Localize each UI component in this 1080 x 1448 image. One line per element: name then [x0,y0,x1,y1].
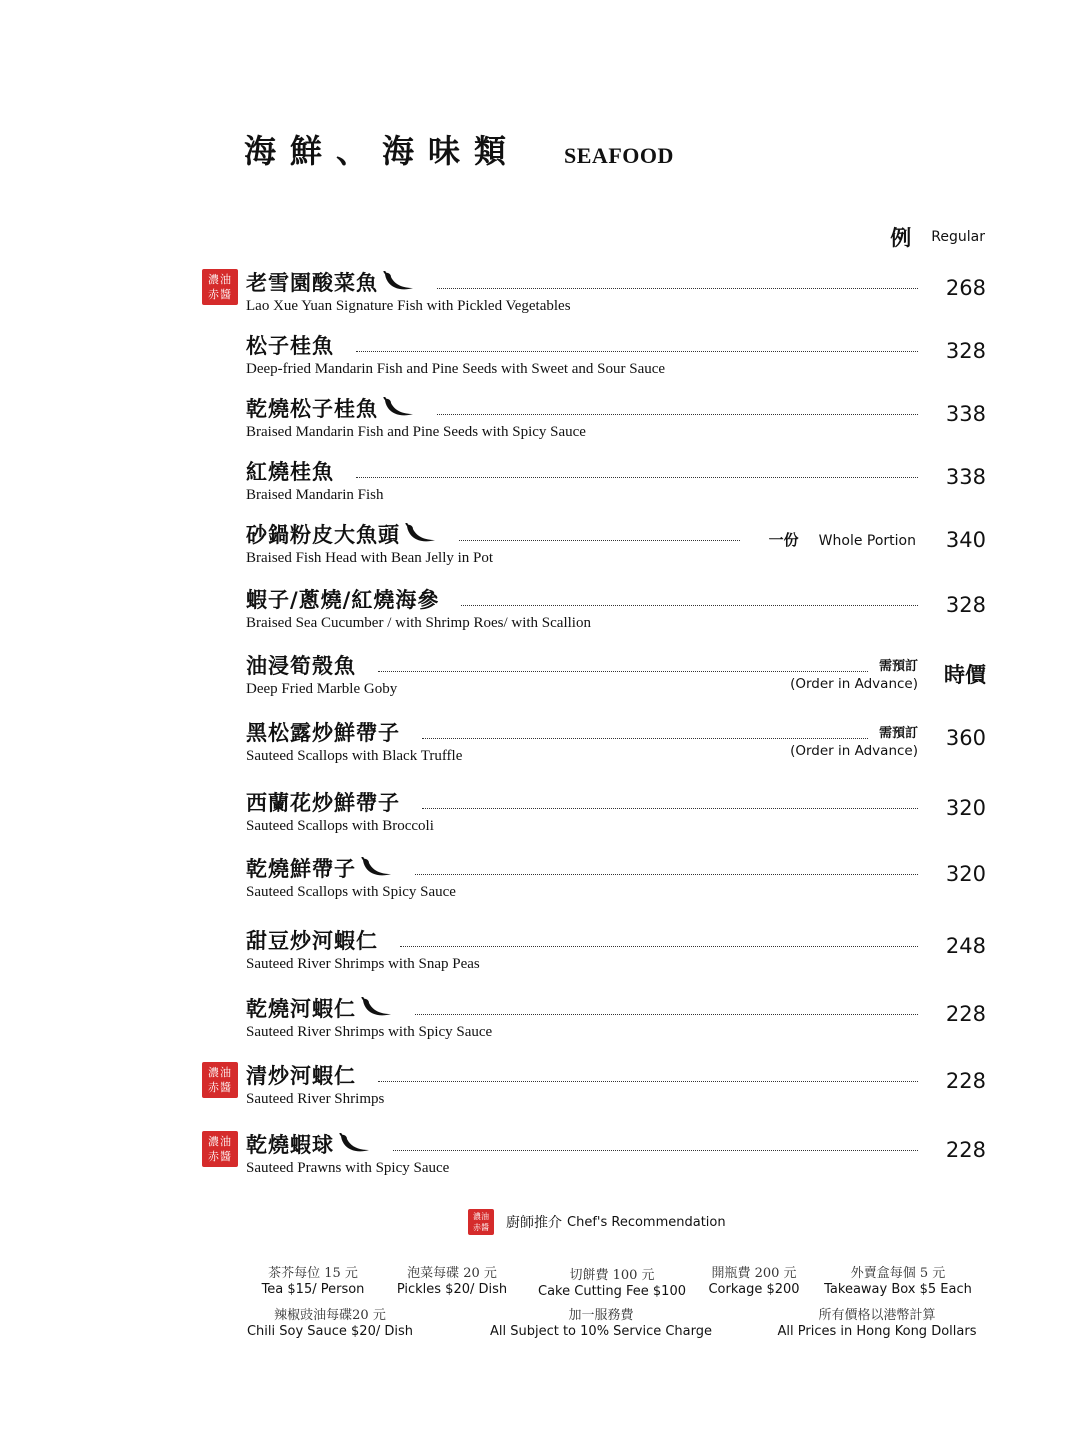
fee-takeaway-box [820,1262,976,1297]
chili-spicy-icon [361,857,393,881]
dish-name-english: Sauteed Scallops with Broccoli [246,818,434,834]
dish-name-chinese: 清炒河蝦仁 [246,1064,356,1088]
legend [468,1209,726,1235]
dot-leader [461,605,918,606]
dish-name-english: Sauteed River Shrimps [246,1091,385,1107]
portion-label-english: Whole Portion [818,533,916,549]
dish-name-english: Sauteed River Shrimps with Spicy Sauce [246,1024,493,1040]
dot-leader [459,540,740,541]
advance-order-note [790,655,918,692]
fee-label-chinese: 開瓶費 200 元 [711,1266,797,1281]
price-column-label-english: Regular [931,229,985,245]
dot-leader [400,946,918,947]
dish-price: 328 [945,339,986,363]
fee-label-english: Takeaway Box $5 Each [824,1282,972,1297]
dish-name-chinese: 紅燒桂魚 [246,460,334,484]
dish-name-chinese: 油浸筍殼魚 [246,654,356,678]
menu-item [208,1061,986,1117]
dish-name-english: Lao Xue Yuan Signature Fish with Pickled Vegetables [246,298,571,314]
dish-name-chinese: 乾燒鮮帶子 [246,857,356,881]
badge-text-line2: 赤醬 [208,288,232,301]
advance-order-note-english: (Order in Advance) [790,743,918,759]
badge-text-line1: 濃油 [208,273,232,286]
fee-tea [250,1262,376,1297]
chili-spicy-icon [383,271,415,295]
fee-chili-soy-sauce [238,1304,422,1339]
dish-price: 320 [945,796,986,820]
menu-item [246,718,986,774]
chef-recommendation-badge-icon [202,1131,238,1167]
menu-item [246,585,986,641]
chef-recommendation-badge-icon [202,1062,238,1098]
fee-label-chinese: 切餅費 100 元 [569,1268,655,1283]
fee-corkage [700,1262,808,1297]
dish-name-chinese: 老雪園酸菜魚 [246,271,378,295]
badge-text-line1: 濃油 [208,1066,232,1079]
legend-label-english: Chef's Recommendation [567,1214,726,1230]
fee-label-english: All Prices in Hong Kong Dollars [777,1324,977,1339]
price-column-label-chinese: 例 [890,226,912,250]
dot-leader [422,808,918,809]
portion-label [769,529,916,550]
dish-name-chinese: 松子桂魚 [246,334,334,358]
fee-label-english: Chili Soy Sauce $20/ Dish [246,1324,413,1339]
fee-label-chinese: 外賣盒每個 5 元 [850,1266,946,1281]
advance-order-note-english: (Order in Advance) [790,676,918,692]
fee-service-charge [482,1304,720,1339]
dish-price: 340 [945,528,986,552]
dish-price: 228 [945,1002,986,1026]
fee-pickles [390,1262,514,1297]
chili-spicy-icon [405,523,437,547]
dish-name-chinese: 乾燒河蝦仁 [246,997,356,1021]
menu-item [246,788,986,844]
fee-label-chinese: 所有價格以港幣計算 [818,1308,936,1323]
dot-leader [393,1150,918,1151]
chili-spicy-icon [361,997,393,1021]
dot-leader [356,351,918,352]
dish-name-chinese: 砂鍋粉皮大魚頭 [246,523,400,547]
dish-price: 時價 [944,663,986,687]
fee-label-english: Corkage $200 [708,1282,800,1297]
dish-name-english: Braised Mandarin Fish and Pine Seeds with Spicy Sauce [246,424,586,440]
dish-price: 320 [945,862,986,886]
dish-name-english: Braised Sea Cucumber / with Shrimp Roes/ with Scallion [246,615,591,631]
menu-item [246,331,986,387]
advance-order-note-chinese: 需預訂 [878,726,918,741]
chef-recommendation-badge-icon [468,1209,494,1235]
badge-text-line2: 赤醬 [208,1081,232,1094]
dish-name-chinese: 乾燒松子桂魚 [246,397,378,421]
menu-item [246,457,986,513]
badge-text-line1: 濃油 [473,1212,489,1221]
dish-name-english: Sauteed River Shrimps with Snap Peas [246,956,480,972]
menu-item [246,651,986,707]
dish-name-chinese: 西蘭花炒鮮帶子 [246,791,400,815]
badge-text-line1: 濃油 [208,1135,232,1148]
page-title-chinese: 海鮮、海味類 [244,132,521,170]
dish-name-chinese: 黑松露炒鮮帶子 [246,721,400,745]
dot-leader [415,1014,918,1015]
menu-item [208,268,986,324]
fee-label-english: Cake Cutting Fee $100 [538,1284,686,1299]
advance-order-note [790,722,918,759]
fee-label-english: Tea $15/ Person [261,1282,365,1297]
dish-name-chinese: 甜豆炒河蝦仁 [246,929,378,953]
dot-leader [356,477,918,478]
fee-cake-cutting [530,1264,694,1299]
fee-label-chinese: 茶芥每位 15 元 [268,1266,358,1281]
dish-price: 228 [945,1138,986,1162]
dish-price: 228 [945,1069,986,1093]
legend-label-chinese: 廚師推介 [506,1215,562,1231]
dish-price: 328 [945,593,986,617]
dish-price: 360 [945,726,986,750]
menu-item [246,520,986,576]
dish-price: 338 [945,465,986,489]
fee-label-chinese: 辣椒豉油每碟20 元 [274,1308,386,1323]
dish-name-chinese: 蝦子/蔥燒/紅燒海參 [246,588,440,612]
chef-recommendation-badge-icon [202,269,238,305]
dish-name-english: Sauteed Scallops with Black Truffle [246,748,463,764]
menu-item [246,854,986,910]
dish-name-english: Braised Mandarin Fish [246,487,384,503]
fee-label-chinese: 泡菜每碟 20 元 [407,1266,497,1281]
menu-item [246,926,986,982]
dish-name-english: Deep-fried Mandarin Fish and Pine Seeds with Sweet and Sour Sauce [246,361,666,377]
dish-name-english: Sauteed Prawns with Spicy Sauce [246,1160,450,1176]
dish-name-english: Sauteed Scallops with Spicy Sauce [246,884,456,900]
portion-label-chinese: 一份 [768,531,799,549]
chili-spicy-icon [339,1133,371,1157]
badge-text-line2: 赤醬 [473,1223,489,1232]
fee-label-english: All Subject to 10% Service Charge [489,1324,712,1339]
page-title-english: SEAFOOD [564,143,674,168]
menu-item [246,994,986,1050]
chili-spicy-icon [383,397,415,421]
dot-leader [415,874,918,875]
badge-text-line2: 赤醬 [208,1150,232,1163]
dot-leader [437,288,918,289]
fee-currency-note [770,1304,984,1339]
fee-label-chinese: 加一服務費 [568,1308,634,1323]
menu-item [246,394,986,450]
dish-price: 248 [945,934,986,958]
menu-item [208,1130,986,1186]
dish-name-english: Deep Fried Marble Goby [246,681,398,697]
dish-price: 338 [945,402,986,426]
dot-leader [378,1081,918,1082]
dish-name-chinese: 乾燒蝦球 [246,1133,334,1157]
advance-order-note-chinese: 需預訂 [878,659,918,674]
dish-price: 268 [945,276,986,300]
dot-leader [437,414,918,415]
dish-name-english: Braised Fish Head with Bean Jelly in Pot [246,550,494,566]
fee-label-english: Pickles $20/ Dish [396,1282,508,1297]
